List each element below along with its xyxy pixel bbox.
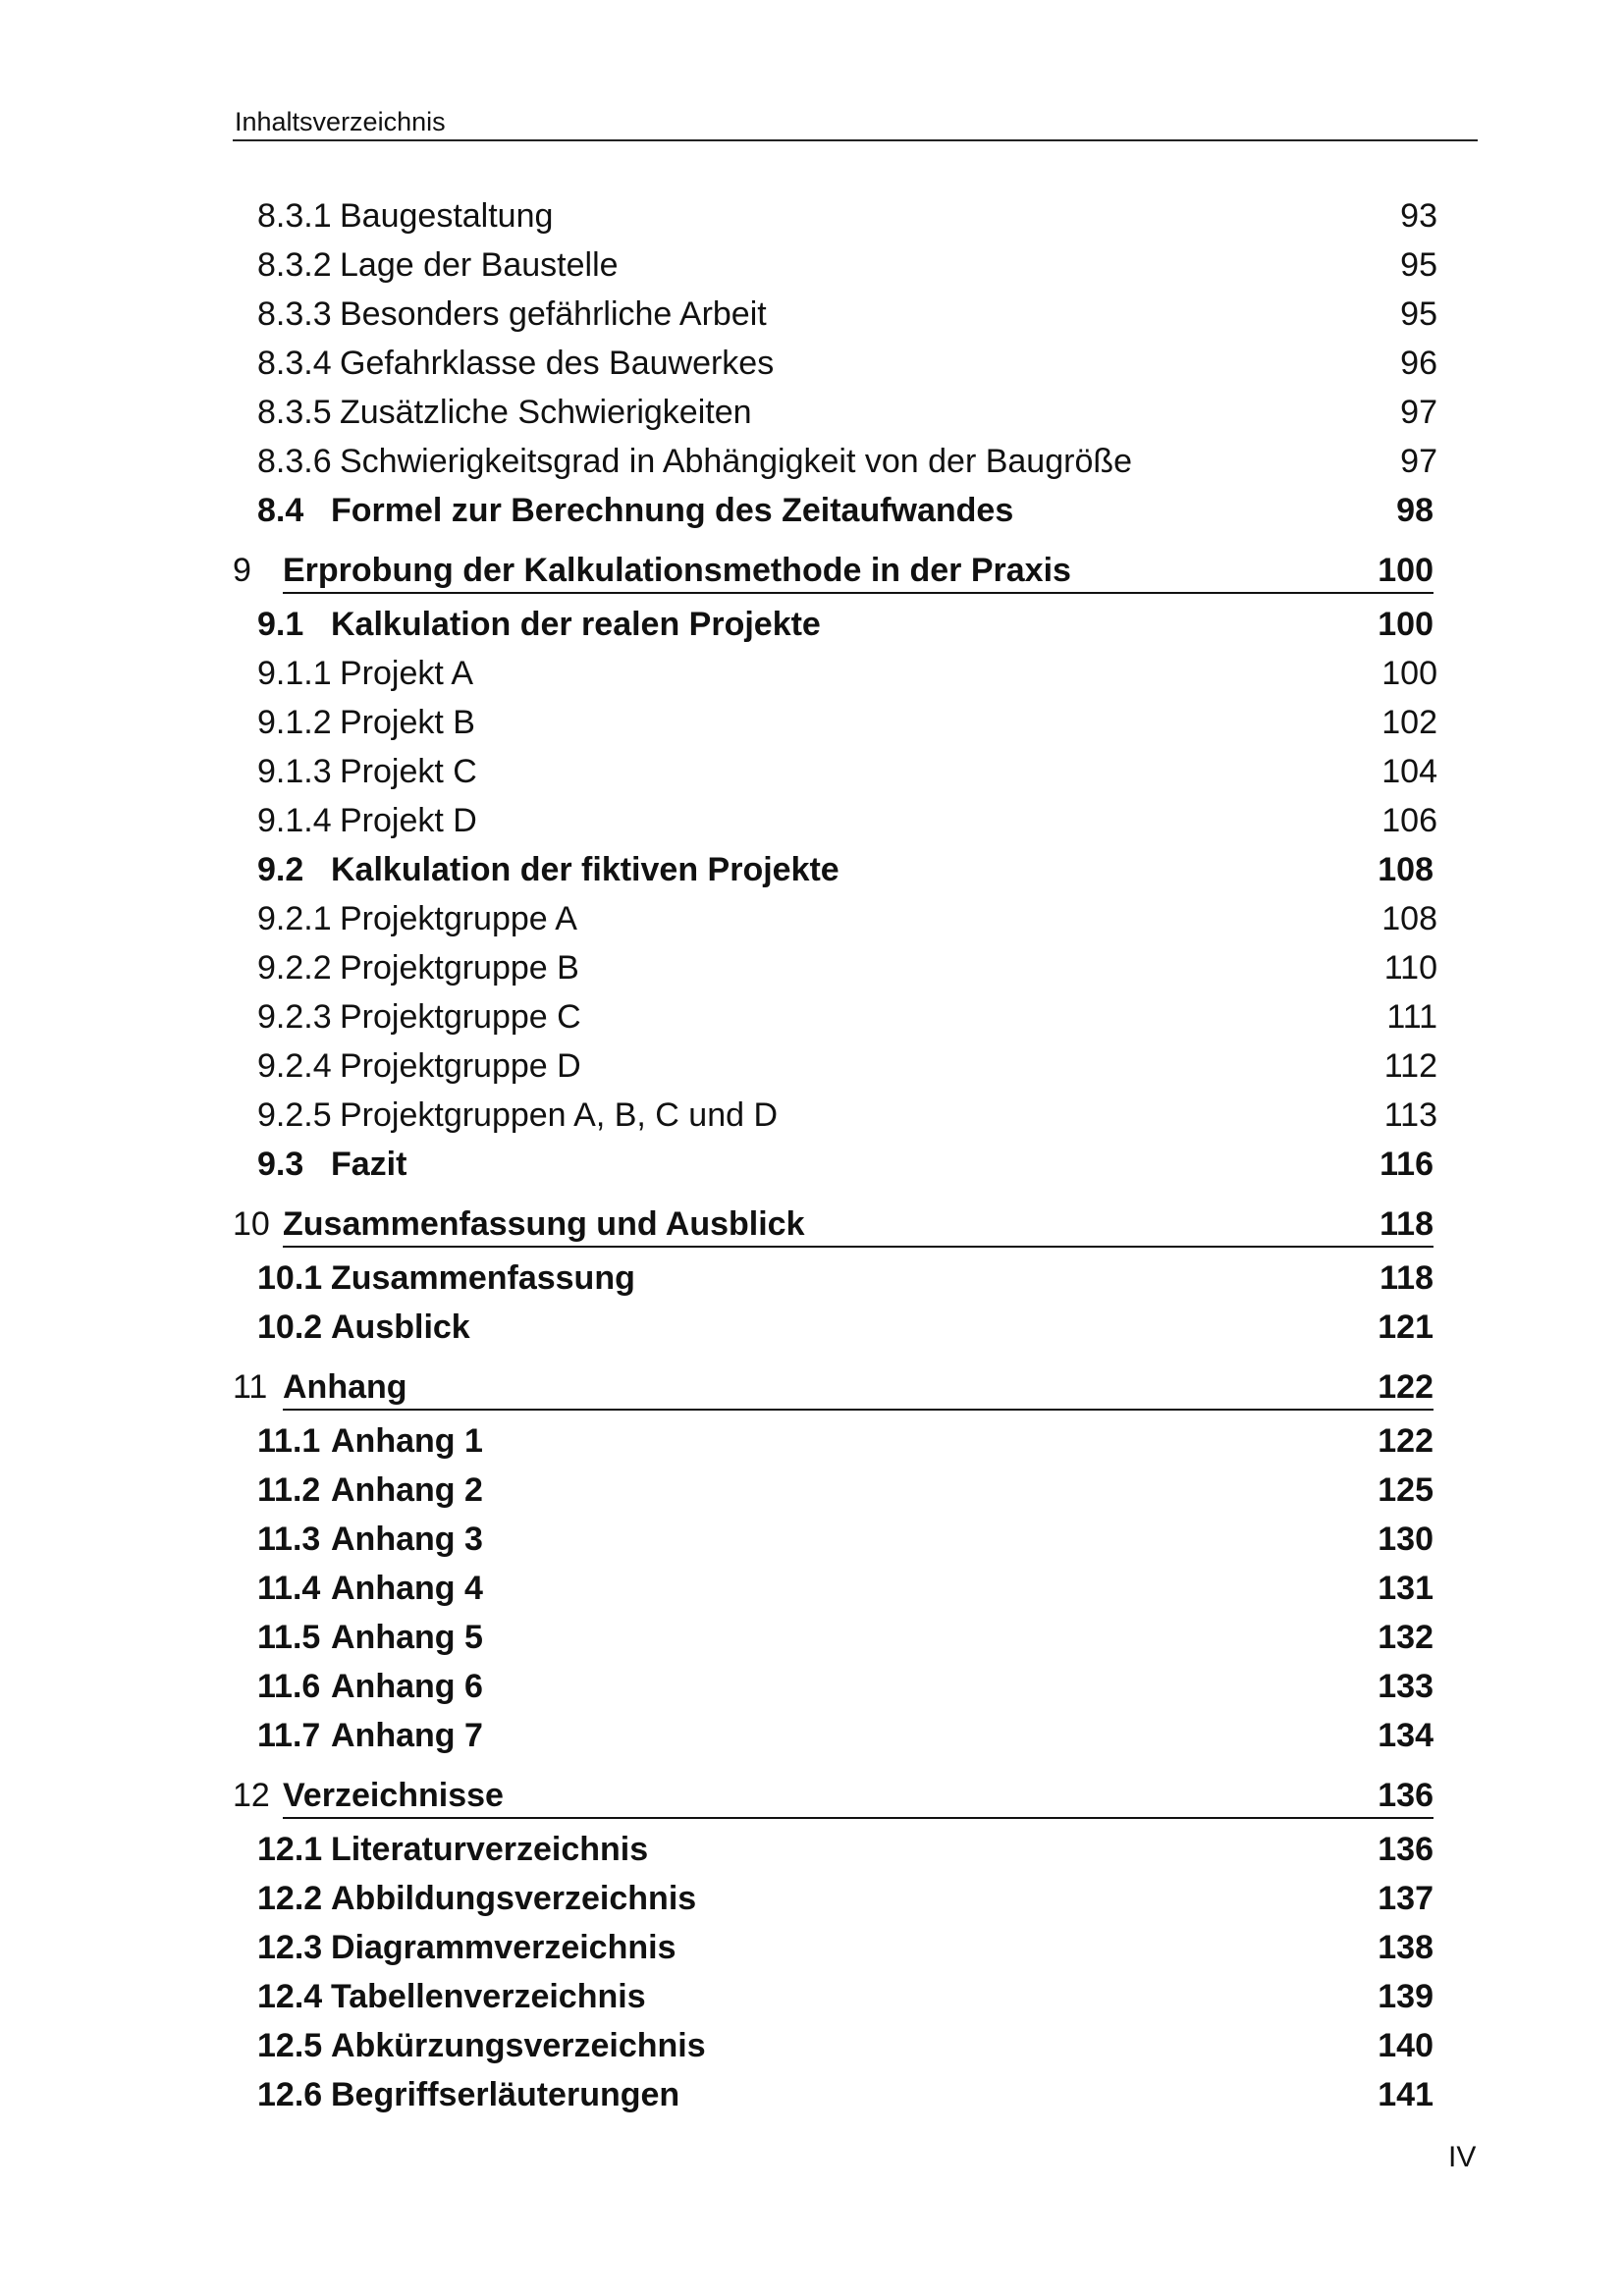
toc-chapter[interactable] (233, 1774, 1434, 1817)
toc-entry-title: Formel zur Berechnung des Zeitaufwandes (331, 492, 1014, 529)
toc-entry-number: 12.5 (257, 2027, 323, 2064)
toc-entry-page: 132 (1378, 1619, 1434, 1656)
chapter-underline (283, 1409, 1434, 1411)
toc-chapter-page: 118 (1380, 1205, 1434, 1243)
toc-entry-number: 8.3.1 (257, 197, 332, 235)
toc-entry-page: 134 (1378, 1717, 1434, 1754)
toc-entry-page: 122 (1378, 1422, 1434, 1460)
toc-entry-number: 12.2 (257, 1880, 323, 1917)
toc-entry[interactable] (257, 799, 1437, 842)
toc-entry-title: Anhang 6 (331, 1668, 483, 1705)
toc-entry-page: 110 (1383, 949, 1437, 987)
toc-entry-number: 8.3.4 (257, 345, 332, 382)
toc-entry-page: 137 (1378, 1880, 1434, 1917)
toc-entry-title: Anhang 2 (331, 1471, 483, 1509)
toc-entry-number: 12.4 (257, 1978, 323, 2015)
toc-entry-title: Kalkulation der fiktiven Projekte (331, 851, 839, 888)
toc-entry[interactable] (257, 1975, 1434, 2018)
toc-entry-title: Abkürzungsverzeichnis (331, 2027, 706, 2064)
toc-chapter-number: 9 (233, 552, 251, 589)
toc-entry-number: 8.3.2 (257, 246, 332, 284)
toc-entry-title: Diagrammverzeichnis (331, 1929, 676, 1966)
toc-entry-title: Tabellenverzeichnis (331, 1978, 646, 2015)
toc-entry-number: 9.2.2 (257, 949, 332, 987)
toc-entry-number: 10.1 (257, 1259, 323, 1297)
toc-entry-title: Projekt A (340, 655, 474, 692)
toc-entry[interactable] (257, 1926, 1434, 1969)
toc-entry-page: 141 (1378, 2076, 1434, 2113)
toc-entry[interactable] (257, 1419, 1434, 1463)
toc-entry-number: 12.1 (257, 1831, 323, 1868)
toc-entry-page: 95 (1400, 295, 1437, 333)
toc-entry-title: Zusammenfassung (331, 1259, 635, 1297)
toc-entry-title: Anhang 4 (331, 1570, 483, 1607)
toc-chapter-number: 10 (233, 1205, 270, 1243)
toc-entry[interactable] (257, 1616, 1434, 1659)
toc-entry-title: Projektgruppe B (340, 949, 579, 987)
toc-entry[interactable] (257, 701, 1437, 744)
toc-entry-page: 98 (1396, 492, 1434, 529)
toc-entry-page: 106 (1381, 802, 1437, 839)
toc-entry-page: 97 (1400, 443, 1437, 480)
toc-entry[interactable] (257, 1094, 1437, 1137)
toc-entry[interactable] (257, 946, 1437, 989)
toc-entry[interactable] (257, 489, 1434, 532)
toc-entry-title: Ausblick (331, 1308, 470, 1346)
toc-entry-title: Fazit (331, 1146, 407, 1183)
toc-entry[interactable] (257, 342, 1437, 385)
toc-entry-number: 11.7 (257, 1717, 321, 1754)
toc-entry-title: Projektgruppen A, B, C und D (340, 1096, 779, 1134)
toc-entry-page: 93 (1400, 197, 1437, 235)
toc-entry-title: Anhang 5 (331, 1619, 483, 1656)
toc-entry-number: 9.3 (257, 1146, 304, 1183)
toc-entry-number: 8.3.5 (257, 394, 332, 431)
toc-entry-title: Anhang 1 (331, 1422, 483, 1460)
toc-entry-number: 9.1.4 (257, 802, 332, 839)
chapter-underline (283, 1817, 1434, 1819)
toc-entry-number: 9.2.1 (257, 900, 332, 937)
toc-chapter-number: 12 (233, 1777, 270, 1814)
toc-entry[interactable] (257, 293, 1437, 336)
toc-entry-title: Zusätzliche Schwierigkeiten (340, 394, 752, 431)
toc-entry-number: 12.3 (257, 1929, 323, 1966)
toc-entry-number: 9.1.3 (257, 753, 332, 790)
toc-entry[interactable] (257, 194, 1437, 238)
running-header-title: Inhaltsverzeichnis (235, 107, 446, 136)
toc-entry-page: 116 (1380, 1146, 1434, 1183)
toc-entry-page: 118 (1380, 1259, 1434, 1297)
toc-entry-title: Lage der Baustelle (340, 246, 619, 284)
toc-entry-title: Besonders gefährliche Arbeit (340, 295, 767, 333)
toc-entry-title: Kalkulation der realen Projekte (331, 606, 821, 643)
toc-entry-page: 97 (1400, 394, 1437, 431)
toc-entry[interactable] (257, 1828, 1434, 1871)
toc-entry-number: 8.3.6 (257, 443, 332, 480)
toc-entry-number: 11.4 (257, 1570, 321, 1607)
toc-entry[interactable] (257, 1468, 1434, 1512)
toc-entry-number: 11.2 (257, 1471, 321, 1509)
toc-entry-page: 125 (1378, 1471, 1434, 1509)
toc-entry[interactable] (257, 1044, 1437, 1088)
toc-entry-number: 8.4 (257, 492, 304, 529)
toc-entry-title: Projekt C (340, 753, 477, 790)
toc-entry-title: Schwierigkeitsgrad in Abhängigkeit von der Baugröße (340, 443, 1133, 480)
toc-chapter-page: 122 (1378, 1368, 1434, 1406)
toc-entry-number: 9.1 (257, 606, 304, 643)
toc-chapter[interactable] (233, 549, 1434, 592)
toc-entry[interactable] (257, 391, 1437, 434)
toc-entry-number: 9.1.1 (257, 655, 332, 692)
toc-entry[interactable] (257, 1306, 1434, 1349)
toc-entry[interactable] (257, 652, 1437, 695)
toc-entry[interactable] (257, 995, 1437, 1039)
toc-entry-page: 104 (1381, 753, 1437, 790)
toc-entry-number: 9.1.2 (257, 704, 332, 741)
toc-entry-title: Baugestaltung (340, 197, 554, 235)
toc-entry-page: 108 (1378, 851, 1434, 888)
toc-chapter-page: 100 (1378, 552, 1434, 589)
toc-entry-title: Projekt D (340, 802, 477, 839)
toc-entry[interactable] (257, 1567, 1434, 1610)
toc-entry-title: Projektgruppe D (340, 1047, 581, 1085)
toc-entry-page: 133 (1378, 1668, 1434, 1705)
toc-entry-number: 9.2.4 (257, 1047, 332, 1085)
page-number: IV (1448, 2141, 1477, 2173)
toc-entry[interactable] (257, 243, 1437, 287)
toc-entry-number: 9.2 (257, 851, 304, 888)
toc-entry-page: 136 (1378, 1831, 1434, 1868)
toc-entry-page: 121 (1378, 1308, 1434, 1346)
toc-entry-number: 11.5 (257, 1619, 321, 1656)
toc-entry-title: Projektgruppe C (340, 998, 581, 1036)
toc-entry-page: 108 (1381, 900, 1437, 937)
toc-entry-page: 138 (1378, 1929, 1434, 1966)
toc-entry[interactable] (257, 897, 1437, 940)
toc-chapter-page: 136 (1378, 1777, 1434, 1814)
toc-entry-page: 139 (1378, 1978, 1434, 2015)
toc-entry-page: 102 (1381, 704, 1437, 741)
toc-entry[interactable] (257, 1665, 1434, 1708)
toc-entry-page: 100 (1378, 606, 1434, 643)
toc-entry[interactable] (257, 1518, 1434, 1561)
toc-entry[interactable] (257, 1714, 1434, 1757)
chapter-underline (283, 1246, 1434, 1248)
running-header (233, 106, 1478, 141)
toc-entry[interactable] (257, 1256, 1434, 1300)
toc-entry[interactable] (257, 848, 1434, 891)
toc-entry-title: Projekt B (340, 704, 475, 741)
toc-entry[interactable] (257, 440, 1437, 483)
toc-entry-page: 140 (1378, 2027, 1434, 2064)
toc-entry-number: 11.6 (257, 1668, 321, 1705)
toc-entry-title: Anhang 7 (331, 1717, 483, 1754)
toc-chapter-title: Zusammenfassung und Ausblick (283, 1205, 805, 1243)
toc-entry-page: 130 (1378, 1521, 1434, 1558)
toc-entry[interactable] (257, 2024, 1434, 2067)
toc-entry[interactable] (257, 1143, 1434, 1186)
toc-entry-title: Gefahrklasse des Bauwerkes (340, 345, 775, 382)
toc-entry-number: 12.6 (257, 2076, 323, 2113)
toc-entry-number: 11.1 (257, 1422, 321, 1460)
toc-entry-page: 100 (1381, 655, 1437, 692)
toc-entry-title: Begriffserläuterungen (331, 2076, 680, 2113)
toc-entry-page: 111 (1386, 998, 1437, 1036)
toc-entry-title: Anhang 3 (331, 1521, 483, 1558)
toc-chapter[interactable] (233, 1202, 1434, 1246)
toc-entry-number: 8.3.3 (257, 295, 332, 333)
toc-chapter-title: Verzeichnisse (283, 1777, 504, 1814)
toc-entry-title: Literaturverzeichnis (331, 1831, 649, 1868)
toc-entry-number: 9.2.3 (257, 998, 332, 1036)
toc-entry[interactable] (257, 2073, 1434, 2116)
toc-entry-page: 96 (1400, 345, 1437, 382)
toc-entry-number: 11.3 (257, 1521, 321, 1558)
toc-entry-page: 112 (1383, 1047, 1437, 1085)
toc-entry[interactable] (257, 603, 1434, 646)
toc-entry-title: Abbildungsverzeichnis (331, 1880, 697, 1917)
toc-chapter[interactable] (233, 1365, 1434, 1409)
toc-entry-number: 9.2.5 (257, 1096, 332, 1134)
toc-entry-number: 10.2 (257, 1308, 323, 1346)
toc-entry-page: 131 (1378, 1570, 1434, 1607)
toc-entry-page: 113 (1383, 1096, 1437, 1134)
chapter-underline (283, 592, 1434, 594)
toc-chapter-title: Anhang (283, 1368, 407, 1406)
toc-entry[interactable] (257, 1877, 1434, 1920)
toc-entry-page: 95 (1400, 246, 1437, 284)
toc-entry-title: Projektgruppe A (340, 900, 577, 937)
toc-chapter-title: Erprobung der Kalkulationsmethode in der Praxis (283, 552, 1071, 589)
toc-chapter-number: 11 (233, 1368, 268, 1406)
toc-entry[interactable] (257, 750, 1437, 793)
